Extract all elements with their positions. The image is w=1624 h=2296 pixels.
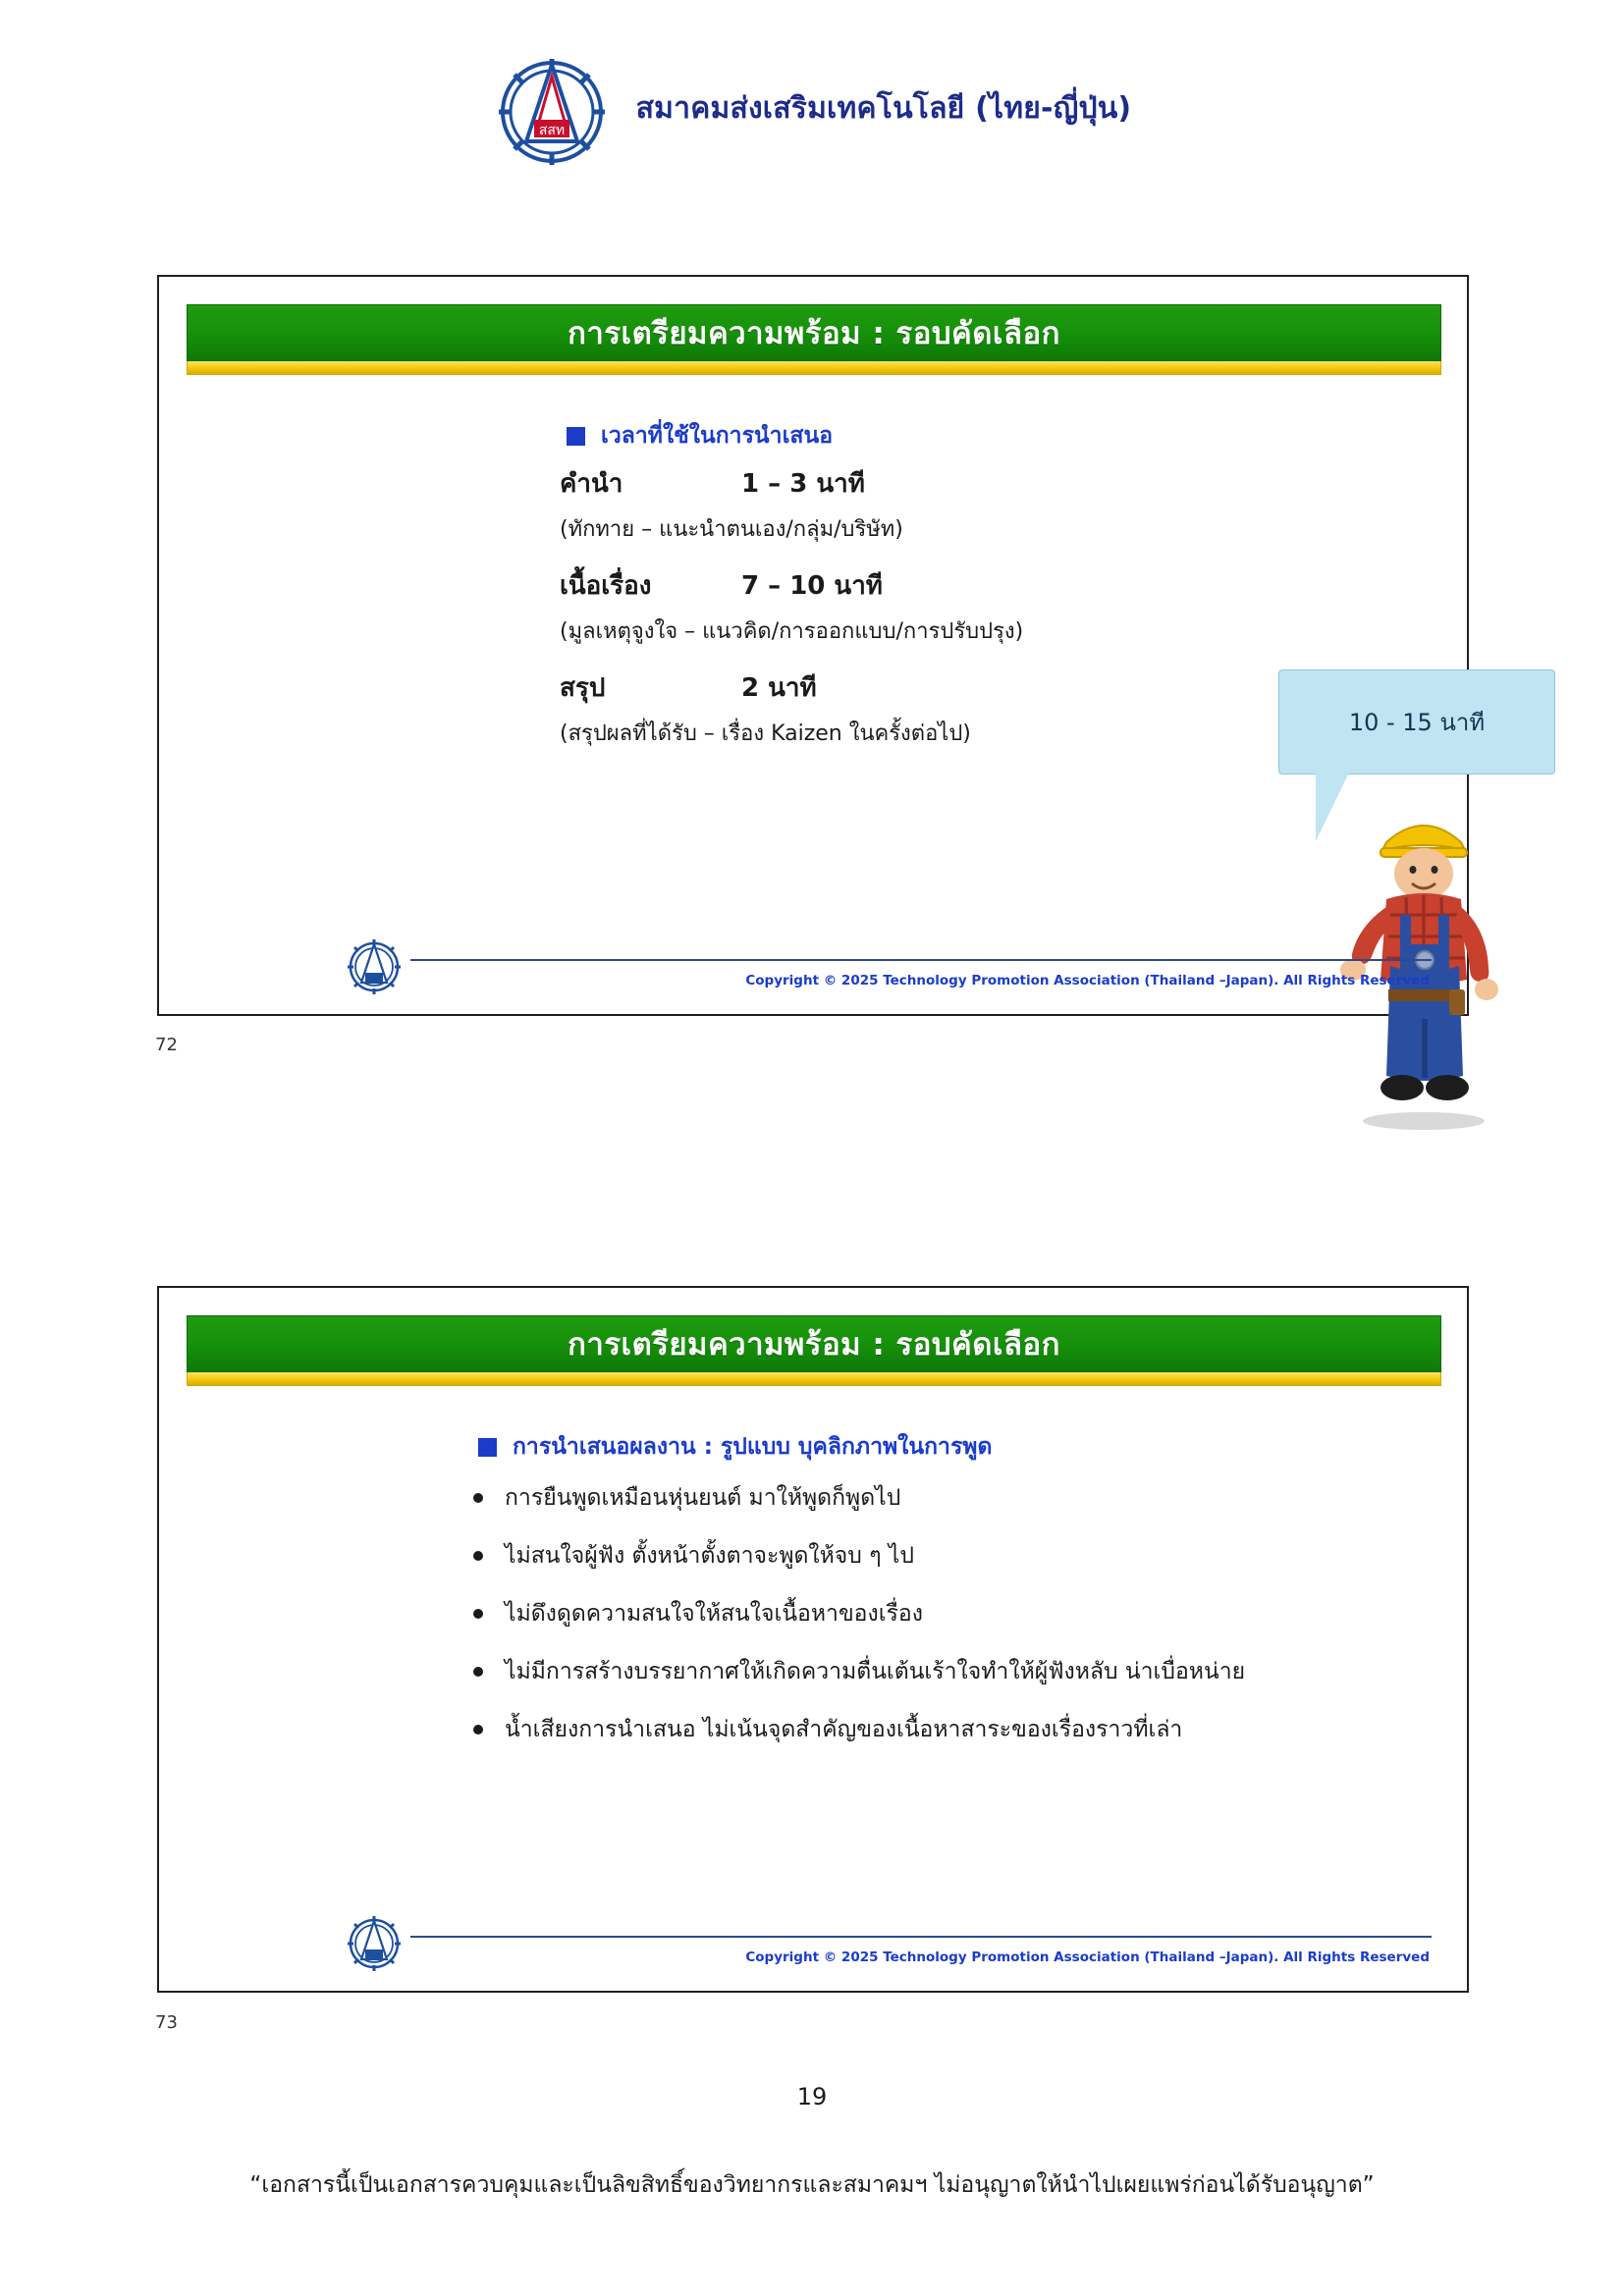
slide-73-copyright: Copyright © 2025 Technology Promotion Association (Thailand –Japan). All Rights Reserved: [745, 1949, 1430, 1965]
slide-72-footer: [159, 935, 1467, 1014]
footer-divider: [410, 959, 1432, 961]
list-item-text: การยืนพูดเหมือนหุ่นยนต์ มาให้พูดก็พูดไป: [505, 1485, 901, 1511]
list-item: [473, 1712, 1455, 1747]
time-row-label: สรุป: [560, 673, 606, 703]
list-item-text: ไม่มีการสร้างบรรยากาศให้เกิดความตื่นเต้นเร้าใจทำให้ผู้ฟังหลับ น่าเบื่อหน่าย: [505, 1659, 1246, 1684]
slide-72-callout-bubble: [1278, 669, 1555, 774]
list-item: [473, 1596, 1455, 1631]
time-row-sub: (สรุปผลที่ได้รับ – เรื่อง Kaizen ในครั้งต่อไป): [560, 721, 971, 746]
time-row-label: เนื้อเรื่อง: [560, 571, 652, 601]
blue-square-bullet-icon: [567, 427, 585, 446]
slide-73-title-block: [187, 1315, 1441, 1386]
bullet-dot-icon: [473, 1551, 483, 1561]
slide-72: [157, 275, 1486, 1016]
slide-73-footer: [159, 1912, 1467, 1991]
slide-73-number: 73: [155, 2012, 178, 2033]
slide-73-title-underbar: [187, 1372, 1441, 1386]
callout-text: 10 - 15 นาที: [1348, 709, 1486, 736]
bullet-dot-icon: [473, 1667, 483, 1677]
document-header: [0, 47, 1624, 169]
time-row-value: 2 นาที: [741, 673, 817, 703]
slide-73-title-text: การเตรียมความพร้อม : รอบคัดเลือก: [568, 1327, 1060, 1362]
page-number: 19: [796, 2083, 828, 2110]
slide-72-copyright: Copyright © 2025 Technology Promotion Association (Thailand –Japan). All Rights Reserved: [745, 973, 1430, 988]
slide-72-title-block: [187, 304, 1441, 375]
list-item-text: ไม่สนใจผู้ฟัง ตั้งหน้าตั้งตาจะพูดให้จบ ๆ ไป: [505, 1543, 915, 1569]
bullet-dot-icon: [473, 1725, 483, 1735]
list-item: [473, 1538, 1455, 1574]
slide-73: [157, 1286, 1469, 1993]
header-title: สมาคมส่งเสริมเทคโนโลยี (ไทย-ญี่ปุ่น): [635, 90, 1132, 126]
blue-square-bullet-icon: [478, 1438, 497, 1457]
slide-72-title-underbar: [187, 361, 1441, 375]
time-row-sub: (ทักทาย – แนะนำตนเอง/กลุ่ม/บริษัท): [560, 517, 903, 542]
time-row-label: คำนำ: [560, 469, 623, 499]
time-row: [560, 667, 1267, 708]
footer-divider: [410, 1936, 1432, 1938]
list-item-text: ไม่ดึงดูดความสนใจให้สนใจเนื้อหาของเรื่อง: [505, 1601, 923, 1627]
list-item: [473, 1654, 1455, 1689]
footer-tpa-logo-icon: [346, 935, 403, 994]
slide-73-bullet-list: [473, 1480, 1455, 1770]
svg-text:สสท: สสท: [538, 123, 565, 138]
slide-73-heading: [478, 1429, 992, 1465]
time-row-value: 1 – 3 นาที: [741, 469, 865, 499]
list-item: [473, 1480, 1455, 1516]
time-row: [560, 463, 1267, 504]
slide-72-title-bar: [187, 304, 1441, 361]
slide-72-number: 72: [155, 1035, 178, 1055]
list-item-text: น้ำเสียงการนำเสนอ ไม่เน้นจุดสำคัญของเนื้อหาสาระของเรื่องราวที่เล่า: [505, 1717, 1183, 1742]
slide-73-heading-text: การนำเสนอผลงาน : รูปแบบ บุคลิกภาพในการพูด: [513, 1434, 993, 1460]
footer-tpa-logo-icon: [346, 1912, 403, 1971]
time-row: [560, 565, 1267, 606]
tpa-association-logo-icon: [493, 47, 611, 169]
slide-72-heading: [567, 418, 833, 454]
copyright-notice: “เอกสารนี้เป็นเอกสารควบคุมและเป็นลิขสิทธิ์ของวิทยากรและสมาคมฯ ไม่อนุญาตให้นำไปเผยแพร่ก่อนได้รับอนุญาต”: [249, 2172, 1375, 2198]
slide-72-title-text: การเตรียมความพร้อม : รอบคัดเลือก: [568, 316, 1060, 351]
slide-73-title-bar: [187, 1315, 1441, 1372]
slide-72-time-table: [560, 463, 1267, 770]
time-row-sub: (มูลเหตุจูงใจ – แนวคิด/การออกแบบ/การปรับปรุง): [560, 619, 1024, 644]
bullet-dot-icon: [473, 1609, 483, 1619]
slide-72-heading-text: เวลาที่ใช้ในการนำเสนอ: [601, 423, 834, 449]
time-row-value: 7 – 10 นาที: [741, 571, 883, 601]
bullet-dot-icon: [473, 1493, 483, 1503]
